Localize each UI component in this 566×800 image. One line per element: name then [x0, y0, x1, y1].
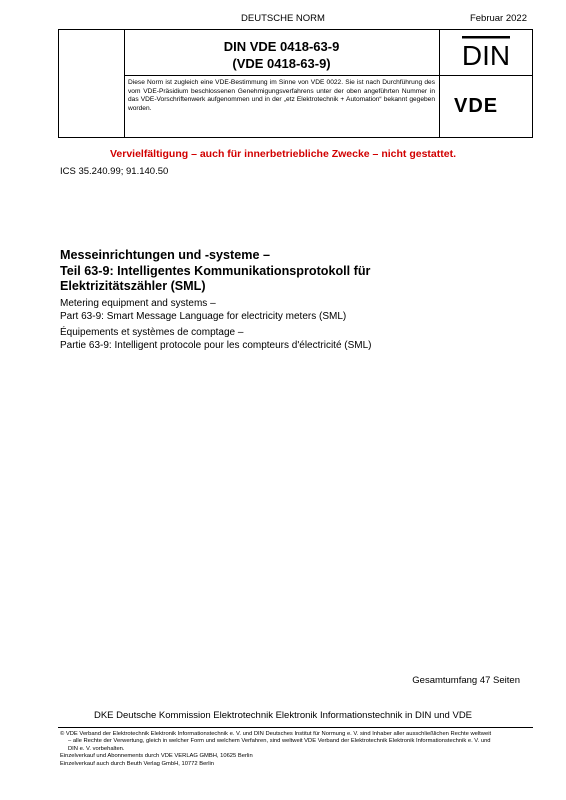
norm-number	[124, 38, 439, 72]
title-german-line2: Teil 63-9: Intelligentes Kommunikationsprotokoll für	[60, 263, 371, 278]
norm-type: DEUTSCHE NORM	[241, 13, 325, 24]
footer-line3: DIN e. V. vorbehalten.	[68, 745, 125, 752]
footer-line2: – alle Rechte der Verwertung, gleich in welcher Form und welchem Verfahren, sind weltweit VDE Verband der Elektrotechnik Elektronik Informationstechnik e. V. und	[68, 738, 491, 745]
box-divider-horizontal	[124, 75, 533, 76]
footer-line4: Einzelverkauf und Abonnements durch VDE VERLAG GMBH, 10625 Berlin	[60, 753, 253, 760]
title-english-line1: Metering equipment and systems –	[60, 298, 216, 309]
title-english	[60, 298, 520, 323]
title-english-line2: Part 63-9: Smart Message Language for electricity meters (SML)	[60, 310, 347, 322]
footer-line5: Einzelverkauf auch durch Beuth Verlag GmbH, 10772 Berlin	[60, 760, 215, 767]
title-french-line1: Équipements et systèmes de comptage –	[60, 327, 244, 338]
copyright-footer	[60, 731, 530, 768]
norm-number-line1: DIN VDE 0418-63-9	[223, 39, 340, 54]
box-divider-right	[439, 30, 440, 137]
publication-date: Februar 2022	[469, 13, 527, 24]
copy-warning: Vervielfältigung – auch für innerbetriebliche Zwecke – nicht gestattet.	[109, 148, 456, 160]
norm-number-line2: (VDE 0418-63-9)	[232, 56, 331, 71]
title-german-line3: Elektrizitätszähler (SML)	[60, 279, 206, 293]
din-logo-text: DIN	[462, 40, 510, 68]
vde-logo: VDE	[454, 95, 499, 117]
title-french-line2: Partie 63-9: Intelligent protocole pour les compteurs d'électricité (SML)	[60, 339, 372, 351]
footer-line1: © VDE Verband der Elektrotechnik Elektronik Informationstechnik e. V. und DIN Deutsches Institut für Normung e. V. sind Inhaber aller ausschließlichen Rechte weltweit	[60, 731, 492, 737]
footer-divider	[58, 727, 533, 728]
title-french	[60, 327, 520, 352]
ics-codes: ICS 35.240.99; 91.140.50	[60, 166, 169, 177]
total-pages: Gesamtumfang 47 Seiten	[412, 675, 520, 686]
din-logo	[462, 36, 510, 68]
title-german-line1: Messeinrichtungen und -systeme –	[60, 248, 270, 262]
vde-description: Diese Norm ist zugleich eine VDE-Bestimmung im Sinne von VDE 0022. Sie ist nach Durchführung des vom VDE-Präsidium beschlossenen Genehmigungsverfahrens unter der oben angeführten Nummer in das VDE-Vorschriftenwerk aufgenommen und in der „etz Elektrotechnik + Automation“ bekannt gegeben worden.	[128, 79, 435, 112]
dke-line: DKE Deutsche Kommission Elektrotechnik Elektronik Informationstechnik in DIN und VDE	[93, 710, 473, 721]
title-german	[60, 248, 520, 295]
